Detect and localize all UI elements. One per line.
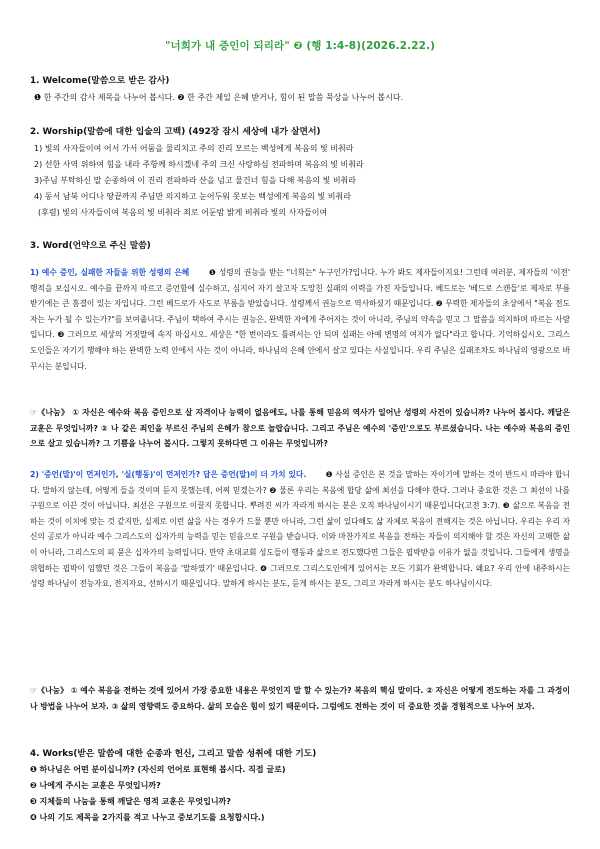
section-2-title: 2) '증언(말)'이 먼저인가, '실(행동)'이 먼저인가? 답은 증언(말)이 더 가치 있다. xyxy=(30,470,307,479)
document-title: "너희가 내 증인이 되리라" ❷ (행 1:4-8)(2026.2.22.) xyxy=(164,40,435,52)
worship-line-3: 3)주님 부탁하신 말 순종하여 이 진리 전파하라 산을 넘고 물건너 힘을 다해 복음의 빛 비춰라 xyxy=(34,176,357,185)
worship-line-4: 4) 동서 남북 어디나 땅끝까지 주님만 의지하고 눈어두워 못보는 백성에게 복음의 빛 비춰라 xyxy=(34,192,351,201)
worship-line-2: 2) 선한 사역 위하여 힘을 내라 주항께 하시겠네 주의 크신 사랑하심 전파하며 복음의 빛 비춰라 xyxy=(34,160,364,169)
worship-heading: 2. Worship(말씀에 대한 입술의 고백) (492장 잠시 세상에 내가 살면서) xyxy=(30,127,321,137)
works-heading: 4. Works(받은 말씀에 대한 순종과 헌신, 그리고 말씀 성취에 대한 기도) xyxy=(30,749,317,759)
works-item-2: ❷ 나에게 주시는 교훈은 무엇입니까? xyxy=(30,781,161,790)
works-item-3: ❸ 지체들의 나눔을 통해 깨달은 영적 교훈은 무엇입니까? xyxy=(30,797,231,806)
word-section-1 xyxy=(30,265,570,374)
works-item-4: ❹ 나의 기도 제목을 2가지를 적고 나누고 중보기도를 요청합시다.) xyxy=(30,813,265,822)
welcome-line: ❶ 한 주간의 감사 제목을 나누어 봅시다. ❷ 한 주간 제일 은혜 받거나, 힘이 된 말씀 묵상을 나누어 봅시다. xyxy=(34,93,404,102)
section-1-title: 1) 예수 증인, 실패한 자들을 위한 성령의 은혜 xyxy=(30,268,190,277)
section-2-body: ❶ 사실 증인은 본 것을 말하는 자이기에 말하는 것이 반드시 따라야 합니다. 말하지 않는데, 어떻게 들을 것이며 듣지 못했는데, 어찌 믿겠는가? ❷ 물론 우리는 복음에 합당 삶에 최선을 다해야 한다. 그러나 중요한 것은 그 최선이 나를 구원으로 이끈 것이 아닙니다. 최선은 구원으로 이끌지 못합니다. 뿌려진 씨가 자라게 하시는 분은 오직 하나님이시기 때문입니다(고전 3:7). ❸ 삶으로 복음을 전하는 것이 이치에 맞는 것 같지만, 실제로 이런 삶을 사는 경우가 드물 뿐만 아니라, 그런 삶이 있다해도 삶 자체로 복음이 전해지는 것은 아닙니다. 우리는 우리 자신의 공로가 아니라 예수 그리스도의 십자가의 능력을 믿는 믿음으로 구원을 받습니다. 이와 마찬가지로 복음을 전하는 자들이 의지해야 할 것은 자신의 고매한 삶이 아니라, 그리스도의 피 묻은 십자가의 능력입니다. 만약 초대교회 성도들이 행동과 삶으로 전도했다면 그들은 핍박받을 이유가 없을 것입니다. 그들에게 생명을 위협하는 핍박이 임했던 것은 그들이 복음을 '말하였기' 때문입니다. ❹ 그러므로 그리스도인에게 있어서는 모든 기회가 완벽합니다. 왜요? 우리 안에 내주하시는 성령 하나님이 전능자요, 전지자요, 선하시기 때문입니다. 말하게 하시는 분도, 듣게 하시는 분도, 그리고 자라게 하시는 분도 하나님이시다. xyxy=(30,470,570,589)
worship-chorus: (후렴) 빛의 사자들이여 복음의 빛 비춰라 죄로 어둔밤 밝게 비춰라 빛의 사자들이여 xyxy=(38,208,328,217)
sharing-questions-1: ☞《나눔》 ① 자신은 예수와 복음 증인으로 살 자격이나 능력이 없음에도, 나를 통해 믿음의 역사가 일어난 성령의 사건이 있습니까? 나누어 봅시다. 깨달은 교훈은 무엇입니까? ② 나 같은 죄인을 부르신 주님의 은혜가 참으로 놀랍습니다. 그리고 주님은 예수의 '증인'으로도 부르셨습니다. 나는 예수와 복음의 증인으로 살고 있습니까? 그 기쁨을 나누어 봅시다. 그렇지 못하다면 그 이유는 무엇입니까? xyxy=(30,408,570,449)
sharing-questions-2: ☞《나눔》 ① 예수 복음을 전하는 것에 있어서 가장 중요한 내용은 무엇인지 말 할 수 있는가? 복음의 핵심 말이다. ② 자신은 어떻게 전도하는 자를 그 과정이나 방법을 나누어 보자. ③ 삶의 영향력도 중요하다. 삶의 모습은 힘이 있기 때문이다. 그럼에도 전하는 것이 더 중요한 것을 경험적으로 나누어 보자. xyxy=(30,686,570,711)
word-heading: 3. Word(언약으로 주신 말씀) xyxy=(30,241,151,251)
welcome-heading: 1. Welcome(말씀으로 받은 감사) xyxy=(30,76,170,86)
section-1-body: ❶ 성령의 권능을 받는 "너희는" 누구인가?입니다. 누가 봐도 제자들이지요! 그런데 여러분, 제자들의 '이전' 행적을 보십시오. 예수를 끝까지 따르고 증언함에 실수하고, 심지어 자기 살고자 도망친 실패의 이력을 가진 자들입니다. 베드로는 '베드로 스캔들'로 제자로 부름받기에는 큰 흠결이 있는 자입니다. 그런 베드로가 사도로 부름을 받았습니다. 성령께서 권능으로 역사하셨기 때문입니다. ❷ 무력한 제자들의 초상에서 "복음 전도자는 누가 될 수 있는가?"를 보여줍니다. 주님이 택하여 주시는 권능은, 완벽한 자에게 주어지는 것이 아니라, 주님의 약속을 믿고 그 말씀을 의지하며 따르는 사람입니다. ❸ 그러므로 세상의 거짓말에 속지 마십시오. 세상은 "한 번이라도 틀려서는 안 되며 실패는 아예 변명의 여지가 없다"라고 합니다. 기억하십시오. 그리스도인들은 자기기 행해야 하는 완벽한 노력 안에서 사는 것이 아니라, 하나님의 은혜 안에서 살고 있다는 사실입니다. 우리 주님은 실패조차도 하나님의 영광으로 바꾸시는 분입니다. xyxy=(30,268,570,371)
word-section-2 xyxy=(30,467,570,592)
works-item-1: ❶ 하나님은 어떤 분이십니까? (자신의 언어로 표현해 봅시다. 직접 글로) xyxy=(30,765,286,774)
worship-line-1: 1) 빛의 사자들이여 어서 가서 어둠을 물리치고 주의 진리 모르는 백성에게 복음의 빛 비춰라 xyxy=(34,144,354,153)
